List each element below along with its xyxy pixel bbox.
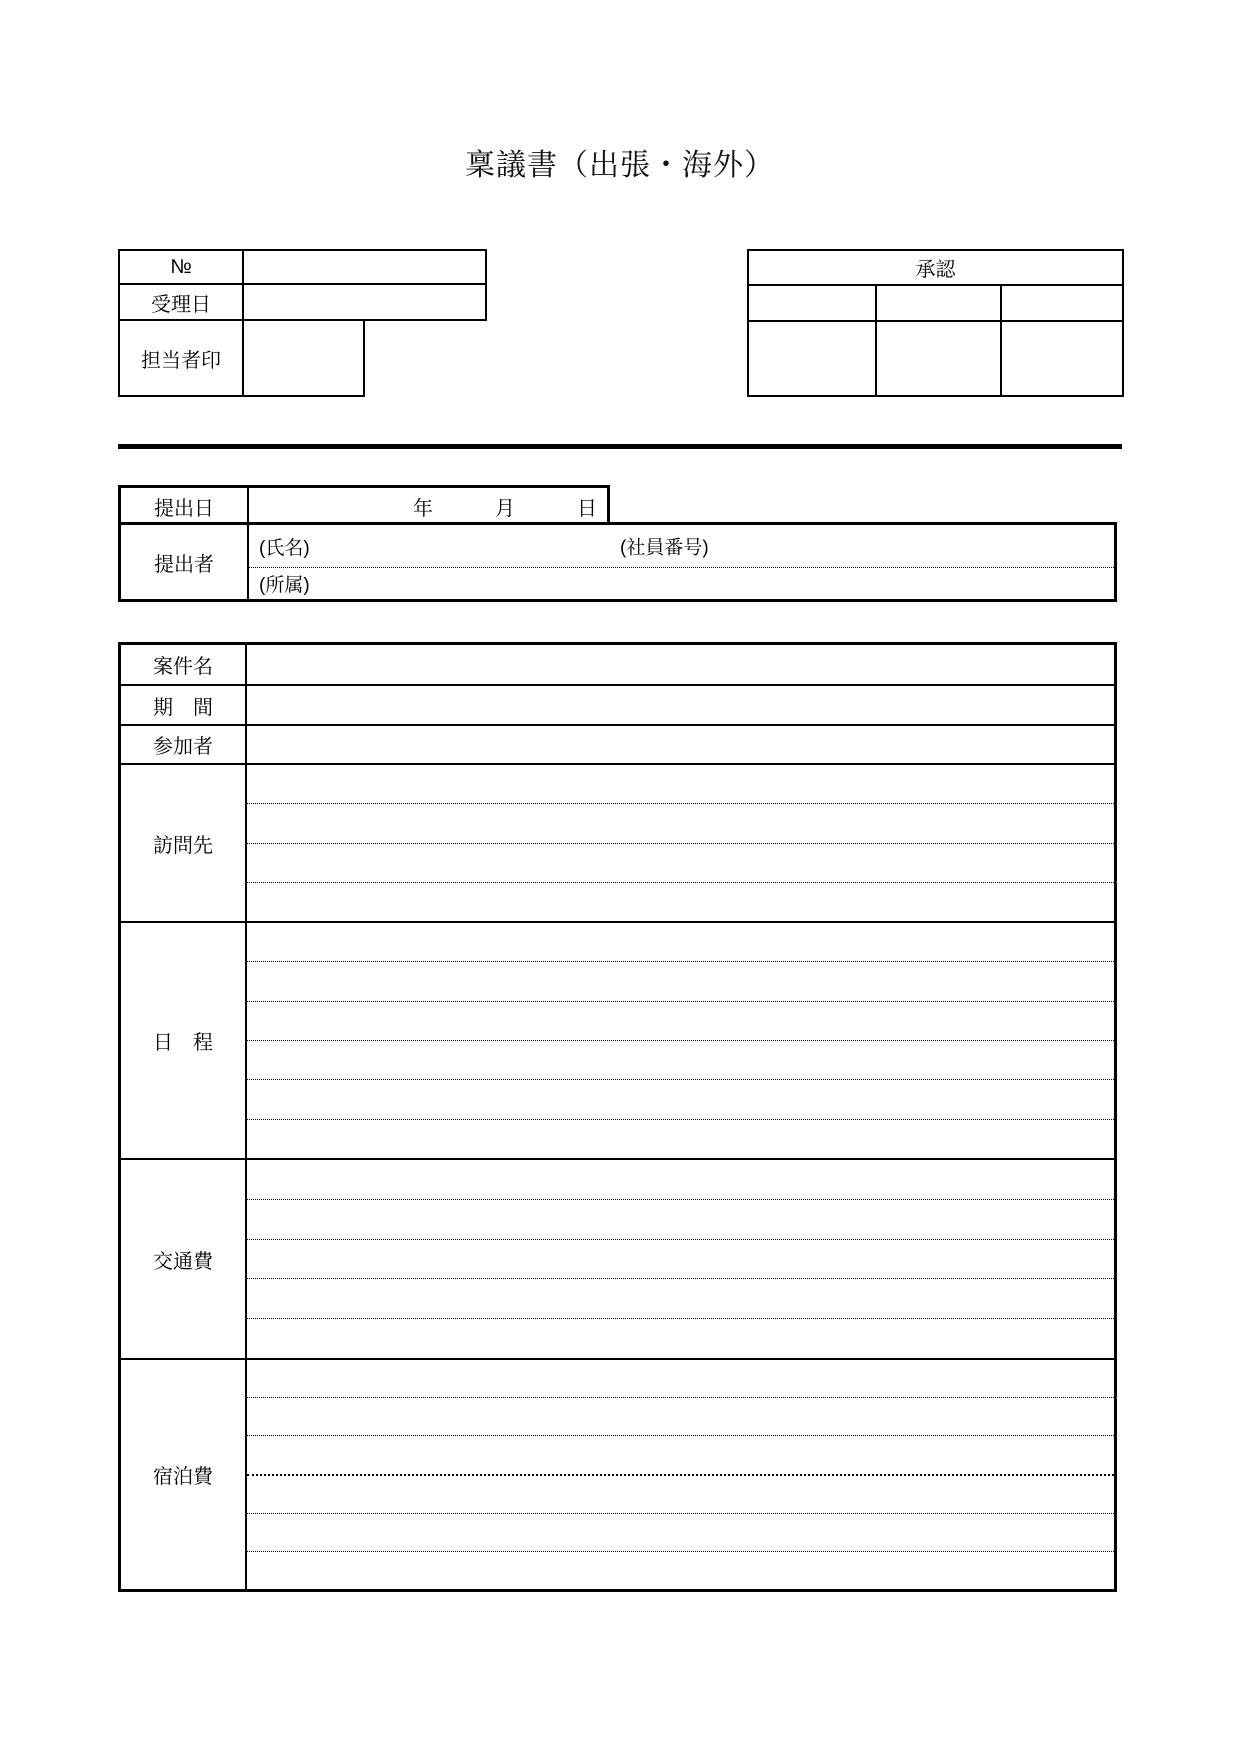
write-line[interactable] [247, 1552, 1114, 1589]
details-row-schedule [121, 923, 1114, 1160]
no-field[interactable] [243, 250, 486, 284]
approval-stamp-field[interactable] [876, 285, 1001, 321]
staff-stamp-field[interactable] [243, 320, 364, 396]
submission-date-box [118, 485, 610, 525]
write-line[interactable] [247, 1080, 1114, 1119]
lodging-cost-write-area[interactable] [247, 1360, 1114, 1589]
approval-stamp-field[interactable] [1001, 321, 1123, 396]
write-line[interactable] [247, 1360, 1114, 1398]
details-row-transport-cost [121, 1160, 1114, 1360]
name-label: (氏名) [259, 537, 310, 559]
lodging-cost-label: 宿泊費 [121, 1360, 247, 1589]
write-line[interactable] [247, 1279, 1114, 1319]
period-label: 期 間 [121, 686, 247, 724]
table-row [748, 250, 1123, 285]
destination-label: 訪問先 [121, 765, 247, 921]
write-line[interactable] [247, 1160, 1114, 1200]
schedule-write-area[interactable] [247, 923, 1114, 1158]
write-line[interactable] [247, 765, 1114, 804]
no-label: № [119, 250, 243, 284]
submission-date-label: 提出日 [121, 488, 249, 525]
employee-no-label: (社員番号) [620, 537, 709, 559]
write-line[interactable] [247, 844, 1114, 883]
transport-cost-label: 交通費 [121, 1160, 247, 1358]
details-row-participants [121, 726, 1114, 765]
submission-date-field[interactable] [249, 488, 607, 525]
submitter-box [118, 522, 1117, 602]
details-row-lodging-cost [121, 1360, 1114, 1589]
write-line[interactable] [247, 1398, 1114, 1436]
filler-cell [364, 320, 486, 396]
approval-stamp-field[interactable] [748, 285, 876, 321]
approval-stamp-field[interactable] [748, 321, 876, 396]
submitter-name-field[interactable] [249, 525, 1114, 568]
details-row-destination [121, 765, 1114, 923]
write-line[interactable] [247, 962, 1114, 1001]
table-row [748, 321, 1123, 396]
reception-date-label: 受理日 [119, 284, 243, 320]
write-line[interactable] [247, 1319, 1114, 1358]
write-line[interactable] [247, 1200, 1114, 1240]
table-row [119, 284, 486, 320]
approval-header: 承認 [748, 250, 1123, 285]
write-line[interactable] [247, 1240, 1114, 1280]
transport-cost-write-area[interactable] [247, 1160, 1114, 1358]
department-label: (所属) [259, 575, 310, 596]
table-row [748, 285, 1123, 321]
case-name-field[interactable] [247, 645, 1114, 684]
participants-field[interactable] [247, 726, 1114, 763]
write-line[interactable] [247, 883, 1114, 921]
schedule-label: 日 程 [121, 923, 247, 1158]
details-row-case-name [121, 645, 1114, 686]
participants-label: 参加者 [121, 726, 247, 763]
write-line[interactable] [247, 1120, 1114, 1158]
destination-write-area[interactable] [247, 765, 1114, 921]
month-label: 月 [495, 498, 515, 520]
table-row [119, 320, 486, 396]
write-line[interactable] [247, 1436, 1114, 1475]
write-line[interactable] [247, 923, 1114, 962]
write-line[interactable] [247, 1002, 1114, 1041]
details-row-period [121, 686, 1114, 726]
details-table [118, 642, 1117, 1592]
write-line[interactable] [247, 1514, 1114, 1552]
write-line[interactable] [247, 804, 1114, 843]
write-line[interactable] [247, 1476, 1114, 1514]
approval-table [747, 249, 1124, 397]
case-name-label: 案件名 [121, 645, 247, 684]
section-divider [118, 444, 1122, 449]
staff-stamp-label: 担当者印 [119, 320, 243, 396]
period-field[interactable] [247, 686, 1114, 724]
reception-table [118, 249, 487, 397]
submitter-label: 提出者 [121, 525, 249, 599]
reception-date-field[interactable] [243, 284, 486, 320]
page-title: 稟議書（出張・海外） [465, 149, 775, 182]
year-label: 年 [413, 498, 433, 520]
submitter-department-field[interactable] [249, 568, 1114, 599]
table-row [119, 250, 486, 284]
approval-stamp-field[interactable] [1001, 285, 1123, 321]
write-line[interactable] [247, 1041, 1114, 1080]
day-label: 日 [577, 498, 597, 520]
approval-stamp-field[interactable] [876, 321, 1001, 396]
